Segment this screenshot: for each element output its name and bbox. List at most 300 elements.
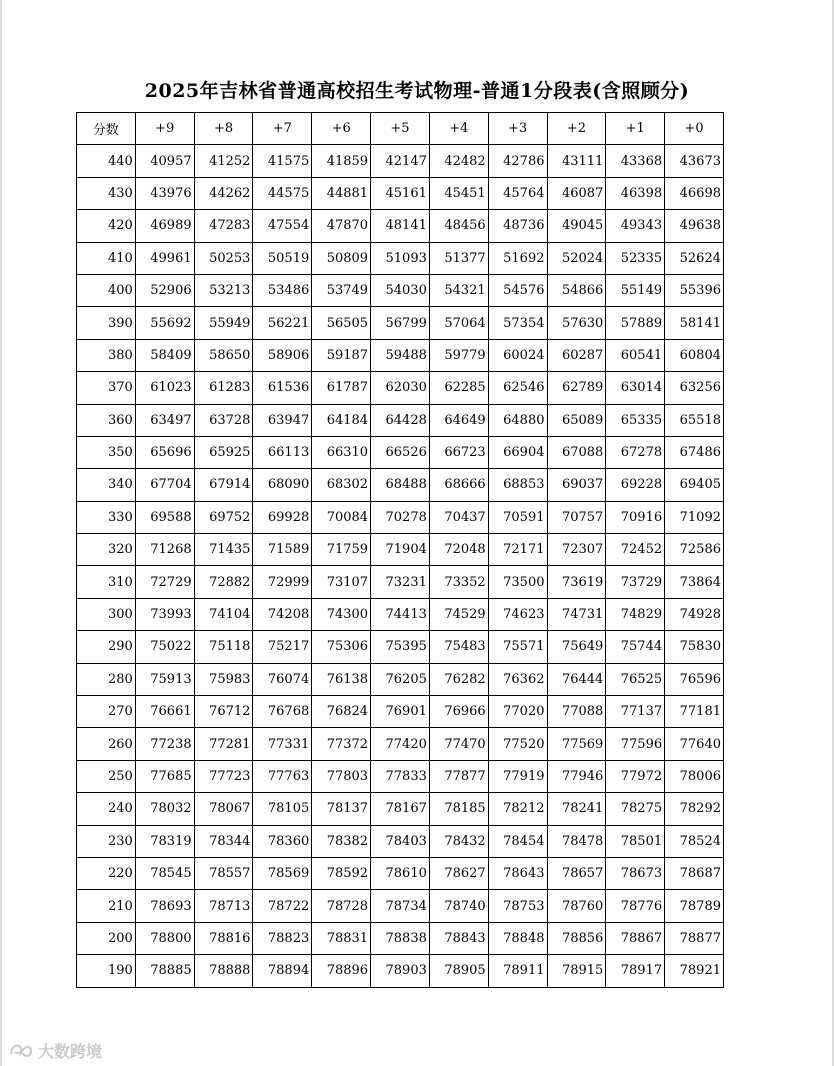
- cumulative-count-cell: 78687: [665, 857, 724, 889]
- cumulative-count-cell: 78673: [606, 857, 665, 889]
- cumulative-count-cell: 69228: [606, 469, 665, 501]
- cumulative-count-cell: 71092: [665, 501, 724, 533]
- cumulative-count-cell: 78915: [547, 955, 606, 987]
- cumulative-count-cell: 69405: [665, 469, 724, 501]
- cumulative-count-cell: 77596: [606, 728, 665, 760]
- cumulative-count-cell: 54321: [429, 274, 488, 306]
- cumulative-count-cell: 77238: [135, 728, 194, 760]
- cumulative-count-cell: 49045: [547, 210, 606, 242]
- cumulative-count-cell: 67486: [665, 436, 724, 468]
- score-cell: 230: [77, 825, 136, 857]
- cumulative-count-cell: 48736: [488, 210, 547, 242]
- cumulative-count-cell: 78501: [606, 825, 665, 857]
- cumulative-count-cell: 75217: [253, 631, 312, 663]
- table-row: [77, 760, 724, 792]
- cumulative-count-cell: 77763: [253, 760, 312, 792]
- cumulative-count-cell: 70916: [606, 501, 665, 533]
- cumulative-count-cell: 63947: [253, 404, 312, 436]
- cumulative-count-cell: 69752: [194, 501, 253, 533]
- cumulative-count-cell: 43111: [547, 145, 606, 177]
- table-row: [77, 566, 724, 598]
- cumulative-count-cell: 76444: [547, 663, 606, 695]
- cumulative-count-cell: 73231: [371, 566, 430, 598]
- cumulative-count-cell: 77877: [429, 760, 488, 792]
- cumulative-count-cell: 56799: [371, 307, 430, 339]
- cumulative-count-cell: 53486: [253, 274, 312, 306]
- cumulative-count-cell: 78592: [312, 857, 371, 889]
- score-cell: 390: [77, 307, 136, 339]
- cumulative-count-cell: 49343: [606, 210, 665, 242]
- cumulative-count-cell: 78275: [606, 793, 665, 825]
- cumulative-count-cell: 58409: [135, 339, 194, 371]
- score-cell: 260: [77, 728, 136, 760]
- score-cell: 250: [77, 760, 136, 792]
- cumulative-count-cell: 44881: [312, 177, 371, 209]
- cumulative-count-cell: 64184: [312, 404, 371, 436]
- cumulative-count-cell: 62030: [371, 372, 430, 404]
- cumulative-count-cell: 55949: [194, 307, 253, 339]
- cumulative-count-cell: 75830: [665, 631, 724, 663]
- cumulative-count-cell: 78838: [371, 922, 430, 954]
- cumulative-count-cell: 69928: [253, 501, 312, 533]
- cumulative-count-cell: 78789: [665, 890, 724, 922]
- cumulative-count-cell: 66904: [488, 436, 547, 468]
- cumulative-count-cell: 78167: [371, 793, 430, 825]
- table-row: [77, 890, 724, 922]
- cumulative-count-cell: 78800: [135, 922, 194, 954]
- column-header-offset: +2: [547, 113, 606, 145]
- cumulative-count-cell: 74731: [547, 598, 606, 630]
- column-header-offset: +0: [665, 113, 724, 145]
- cumulative-count-cell: 57889: [606, 307, 665, 339]
- cumulative-count-cell: 58906: [253, 339, 312, 371]
- table-row: [77, 307, 724, 339]
- cumulative-count-cell: 72171: [488, 534, 547, 566]
- cumulative-count-cell: 78867: [606, 922, 665, 954]
- cumulative-count-cell: 61787: [312, 372, 371, 404]
- cumulative-count-cell: 78823: [253, 922, 312, 954]
- cumulative-count-cell: 78454: [488, 825, 547, 857]
- cumulative-count-cell: 43976: [135, 177, 194, 209]
- cumulative-count-cell: 46989: [135, 210, 194, 242]
- cumulative-count-cell: 76282: [429, 663, 488, 695]
- cumulative-count-cell: 70437: [429, 501, 488, 533]
- cumulative-count-cell: 75913: [135, 663, 194, 695]
- column-header-offset: +9: [135, 113, 194, 145]
- cumulative-count-cell: 74208: [253, 598, 312, 630]
- table-row: [77, 372, 724, 404]
- score-cell: 290: [77, 631, 136, 663]
- cumulative-count-cell: 53749: [312, 274, 371, 306]
- cumulative-count-cell: 54030: [371, 274, 430, 306]
- cumulative-count-cell: 52024: [547, 242, 606, 274]
- cumulative-count-cell: 60024: [488, 339, 547, 371]
- score-cell: 360: [77, 404, 136, 436]
- cumulative-count-cell: 65696: [135, 436, 194, 468]
- cumulative-count-cell: 78292: [665, 793, 724, 825]
- cumulative-count-cell: 57630: [547, 307, 606, 339]
- cumulative-count-cell: 73352: [429, 566, 488, 598]
- cumulative-count-cell: 78643: [488, 857, 547, 889]
- score-cell: 370: [77, 372, 136, 404]
- cumulative-count-cell: 75483: [429, 631, 488, 663]
- cumulative-count-cell: 45764: [488, 177, 547, 209]
- score-distribution-table: [76, 112, 724, 988]
- cumulative-count-cell: 74829: [606, 598, 665, 630]
- cumulative-count-cell: 77372: [312, 728, 371, 760]
- cumulative-count-cell: 60541: [606, 339, 665, 371]
- cumulative-count-cell: 68302: [312, 469, 371, 501]
- cumulative-count-cell: 56221: [253, 307, 312, 339]
- cumulative-count-cell: 78067: [194, 793, 253, 825]
- table-row: [77, 404, 724, 436]
- score-cell: 410: [77, 242, 136, 274]
- cumulative-count-cell: 73107: [312, 566, 371, 598]
- cumulative-count-cell: 78478: [547, 825, 606, 857]
- cumulative-count-cell: 71435: [194, 534, 253, 566]
- cumulative-count-cell: 78921: [665, 955, 724, 987]
- cumulative-count-cell: 62285: [429, 372, 488, 404]
- column-header-score: 分数: [77, 113, 136, 145]
- cumulative-count-cell: 78856: [547, 922, 606, 954]
- cumulative-count-cell: 74928: [665, 598, 724, 630]
- cumulative-count-cell: 74623: [488, 598, 547, 630]
- cumulative-count-cell: 78734: [371, 890, 430, 922]
- cumulative-count-cell: 55396: [665, 274, 724, 306]
- score-cell: 210: [77, 890, 136, 922]
- cumulative-count-cell: 70591: [488, 501, 547, 533]
- brand-logo-icon: [8, 1040, 34, 1060]
- cumulative-count-cell: 77020: [488, 696, 547, 728]
- cumulative-count-cell: 72882: [194, 566, 253, 598]
- cumulative-count-cell: 41859: [312, 145, 371, 177]
- watermark-text: 大数跨境: [38, 1041, 103, 1061]
- column-header-offset: +6: [312, 113, 371, 145]
- cumulative-count-cell: 42482: [429, 145, 488, 177]
- table-row: [77, 598, 724, 630]
- cumulative-count-cell: 77137: [606, 696, 665, 728]
- cumulative-count-cell: 55692: [135, 307, 194, 339]
- cumulative-count-cell: 65089: [547, 404, 606, 436]
- cumulative-count-cell: 45161: [371, 177, 430, 209]
- cumulative-count-cell: 67914: [194, 469, 253, 501]
- cumulative-count-cell: 57354: [488, 307, 547, 339]
- score-cell: 430: [77, 177, 136, 209]
- table-row: [77, 177, 724, 209]
- cumulative-count-cell: 76596: [665, 663, 724, 695]
- cumulative-count-cell: 59488: [371, 339, 430, 371]
- cumulative-count-cell: 78432: [429, 825, 488, 857]
- table-row: [77, 242, 724, 274]
- cumulative-count-cell: 71759: [312, 534, 371, 566]
- table-row: [77, 922, 724, 954]
- cumulative-count-cell: 66310: [312, 436, 371, 468]
- cumulative-count-cell: 65518: [665, 404, 724, 436]
- cumulative-count-cell: 77972: [606, 760, 665, 792]
- cumulative-count-cell: 76661: [135, 696, 194, 728]
- page-edge-left: [0, 0, 2, 1066]
- column-header-offset: +3: [488, 113, 547, 145]
- cumulative-count-cell: 78105: [253, 793, 312, 825]
- cumulative-count-cell: 77520: [488, 728, 547, 760]
- score-cell: 340: [77, 469, 136, 501]
- cumulative-count-cell: 78185: [429, 793, 488, 825]
- cumulative-count-cell: 52335: [606, 242, 665, 274]
- cumulative-count-cell: 64649: [429, 404, 488, 436]
- cumulative-count-cell: 78760: [547, 890, 606, 922]
- cumulative-count-cell: 78877: [665, 922, 724, 954]
- table-body: [77, 145, 724, 987]
- score-cell: 280: [77, 663, 136, 695]
- cumulative-count-cell: 65925: [194, 436, 253, 468]
- cumulative-count-cell: 70278: [371, 501, 430, 533]
- cumulative-count-cell: 47870: [312, 210, 371, 242]
- cumulative-count-cell: 62789: [547, 372, 606, 404]
- cumulative-count-cell: 42786: [488, 145, 547, 177]
- score-cell: 440: [77, 145, 136, 177]
- cumulative-count-cell: 76138: [312, 663, 371, 695]
- cumulative-count-cell: 43673: [665, 145, 724, 177]
- cumulative-count-cell: 77420: [371, 728, 430, 760]
- cumulative-count-cell: 73619: [547, 566, 606, 598]
- cumulative-count-cell: 78843: [429, 922, 488, 954]
- cumulative-count-cell: 75571: [488, 631, 547, 663]
- cumulative-count-cell: 77803: [312, 760, 371, 792]
- table-row: [77, 436, 724, 468]
- cumulative-count-cell: 78610: [371, 857, 430, 889]
- cumulative-count-cell: 73993: [135, 598, 194, 630]
- cumulative-count-cell: 66526: [371, 436, 430, 468]
- cumulative-count-cell: 61023: [135, 372, 194, 404]
- cumulative-count-cell: 42147: [371, 145, 430, 177]
- cumulative-count-cell: 78911: [488, 955, 547, 987]
- cumulative-count-cell: 78524: [665, 825, 724, 857]
- table-row: [77, 631, 724, 663]
- cumulative-count-cell: 65335: [606, 404, 665, 436]
- cumulative-count-cell: 49638: [665, 210, 724, 242]
- cumulative-count-cell: 50809: [312, 242, 371, 274]
- cumulative-count-cell: 76712: [194, 696, 253, 728]
- cumulative-count-cell: 77281: [194, 728, 253, 760]
- cumulative-count-cell: 63497: [135, 404, 194, 436]
- cumulative-count-cell: 46698: [665, 177, 724, 209]
- cumulative-count-cell: 59187: [312, 339, 371, 371]
- cumulative-count-cell: 52624: [665, 242, 724, 274]
- cumulative-count-cell: 71589: [253, 534, 312, 566]
- score-cell: 330: [77, 501, 136, 533]
- score-cell: 240: [77, 793, 136, 825]
- cumulative-count-cell: 74104: [194, 598, 253, 630]
- score-cell: 190: [77, 955, 136, 987]
- cumulative-count-cell: 78557: [194, 857, 253, 889]
- cumulative-count-cell: 76074: [253, 663, 312, 695]
- cumulative-count-cell: 46398: [606, 177, 665, 209]
- cumulative-count-cell: 77331: [253, 728, 312, 760]
- cumulative-count-cell: 72307: [547, 534, 606, 566]
- cumulative-count-cell: 60287: [547, 339, 606, 371]
- cumulative-count-cell: 78888: [194, 955, 253, 987]
- cumulative-count-cell: 68666: [429, 469, 488, 501]
- cumulative-count-cell: 71268: [135, 534, 194, 566]
- cumulative-count-cell: 72452: [606, 534, 665, 566]
- cumulative-count-cell: 64428: [371, 404, 430, 436]
- table-row: [77, 145, 724, 177]
- column-header-offset: +4: [429, 113, 488, 145]
- cumulative-count-cell: 74300: [312, 598, 371, 630]
- cumulative-count-cell: 63256: [665, 372, 724, 404]
- cumulative-count-cell: 69037: [547, 469, 606, 501]
- table-row: [77, 534, 724, 566]
- cumulative-count-cell: 57064: [429, 307, 488, 339]
- cumulative-count-cell: 76362: [488, 663, 547, 695]
- cumulative-count-cell: 51692: [488, 242, 547, 274]
- cumulative-count-cell: 51093: [371, 242, 430, 274]
- cumulative-count-cell: 72048: [429, 534, 488, 566]
- cumulative-count-cell: 78569: [253, 857, 312, 889]
- table-header-row: [77, 113, 724, 145]
- cumulative-count-cell: 76525: [606, 663, 665, 695]
- cumulative-count-cell: 73500: [488, 566, 547, 598]
- column-header-offset: +7: [253, 113, 312, 145]
- cumulative-count-cell: 50253: [194, 242, 253, 274]
- cumulative-count-cell: 78722: [253, 890, 312, 922]
- cumulative-count-cell: 55149: [606, 274, 665, 306]
- cumulative-count-cell: 77088: [547, 696, 606, 728]
- score-cell: 200: [77, 922, 136, 954]
- cumulative-count-cell: 78917: [606, 955, 665, 987]
- cumulative-count-cell: 69588: [135, 501, 194, 533]
- cumulative-count-cell: 75744: [606, 631, 665, 663]
- cumulative-count-cell: 67278: [606, 436, 665, 468]
- table-row: [77, 696, 724, 728]
- cumulative-count-cell: 78032: [135, 793, 194, 825]
- cumulative-count-cell: 75395: [371, 631, 430, 663]
- cumulative-count-cell: 44575: [253, 177, 312, 209]
- cumulative-count-cell: 78776: [606, 890, 665, 922]
- cumulative-count-cell: 43368: [606, 145, 665, 177]
- cumulative-count-cell: 77181: [665, 696, 724, 728]
- cumulative-count-cell: 78657: [547, 857, 606, 889]
- cumulative-count-cell: 78382: [312, 825, 371, 857]
- score-cell: 380: [77, 339, 136, 371]
- cumulative-count-cell: 78241: [547, 793, 606, 825]
- cumulative-count-cell: 71904: [371, 534, 430, 566]
- cumulative-count-cell: 68853: [488, 469, 547, 501]
- page-title: 2025年吉林省普通高校招生考试物理-普通1分段表(含照顾分): [144, 80, 690, 102]
- cumulative-count-cell: 75118: [194, 631, 253, 663]
- score-cell: 310: [77, 566, 136, 598]
- cumulative-count-cell: 72729: [135, 566, 194, 598]
- cumulative-count-cell: 78848: [488, 922, 547, 954]
- cumulative-count-cell: 41575: [253, 145, 312, 177]
- cumulative-count-cell: 68090: [253, 469, 312, 501]
- cumulative-count-cell: 76966: [429, 696, 488, 728]
- cumulative-count-cell: 78896: [312, 955, 371, 987]
- cumulative-count-cell: 78319: [135, 825, 194, 857]
- cumulative-count-cell: 78713: [194, 890, 253, 922]
- cumulative-count-cell: 78885: [135, 955, 194, 987]
- cumulative-count-cell: 40957: [135, 145, 194, 177]
- cumulative-count-cell: 75649: [547, 631, 606, 663]
- table-row: [77, 274, 724, 306]
- cumulative-count-cell: 70757: [547, 501, 606, 533]
- cumulative-count-cell: 74413: [371, 598, 430, 630]
- cumulative-count-cell: 78344: [194, 825, 253, 857]
- cumulative-count-cell: 61536: [253, 372, 312, 404]
- cumulative-count-cell: 78753: [488, 890, 547, 922]
- cumulative-count-cell: 78728: [312, 890, 371, 922]
- cumulative-count-cell: 78627: [429, 857, 488, 889]
- score-cell: 420: [77, 210, 136, 242]
- cumulative-count-cell: 49961: [135, 242, 194, 274]
- cumulative-count-cell: 77685: [135, 760, 194, 792]
- cumulative-count-cell: 67704: [135, 469, 194, 501]
- cumulative-count-cell: 77833: [371, 760, 430, 792]
- cumulative-count-cell: 52906: [135, 274, 194, 306]
- cumulative-count-cell: 77946: [547, 760, 606, 792]
- cumulative-count-cell: 48456: [429, 210, 488, 242]
- cumulative-count-cell: 58141: [665, 307, 724, 339]
- cumulative-count-cell: 47283: [194, 210, 253, 242]
- cumulative-count-cell: 48141: [371, 210, 430, 242]
- cumulative-count-cell: 76901: [371, 696, 430, 728]
- cumulative-count-cell: 73729: [606, 566, 665, 598]
- column-header-offset: +5: [371, 113, 430, 145]
- cumulative-count-cell: 77569: [547, 728, 606, 760]
- cumulative-count-cell: 78831: [312, 922, 371, 954]
- table-row: [77, 728, 724, 760]
- cumulative-count-cell: 77723: [194, 760, 253, 792]
- cumulative-count-cell: 63014: [606, 372, 665, 404]
- table-row: [77, 663, 724, 695]
- cumulative-count-cell: 54866: [547, 274, 606, 306]
- cumulative-count-cell: 56505: [312, 307, 371, 339]
- cumulative-count-cell: 75022: [135, 631, 194, 663]
- cumulative-count-cell: 50519: [253, 242, 312, 274]
- cumulative-count-cell: 78816: [194, 922, 253, 954]
- cumulative-count-cell: 58650: [194, 339, 253, 371]
- cumulative-count-cell: 78693: [135, 890, 194, 922]
- cumulative-count-cell: 72586: [665, 534, 724, 566]
- cumulative-count-cell: 60804: [665, 339, 724, 371]
- cumulative-count-cell: 78137: [312, 793, 371, 825]
- cumulative-count-cell: 41252: [194, 145, 253, 177]
- cumulative-count-cell: 63728: [194, 404, 253, 436]
- score-cell: 220: [77, 857, 136, 889]
- cumulative-count-cell: 78903: [371, 955, 430, 987]
- cumulative-count-cell: 54576: [488, 274, 547, 306]
- table-row: [77, 793, 724, 825]
- score-cell: 300: [77, 598, 136, 630]
- cumulative-count-cell: 78360: [253, 825, 312, 857]
- table-row: [77, 210, 724, 242]
- cumulative-count-cell: 70084: [312, 501, 371, 533]
- cumulative-count-cell: 78905: [429, 955, 488, 987]
- cumulative-count-cell: 77640: [665, 728, 724, 760]
- cumulative-count-cell: 62546: [488, 372, 547, 404]
- score-cell: 270: [77, 696, 136, 728]
- cumulative-count-cell: 59779: [429, 339, 488, 371]
- score-cell: 400: [77, 274, 136, 306]
- cumulative-count-cell: 78212: [488, 793, 547, 825]
- table-row: [77, 469, 724, 501]
- cumulative-count-cell: 78403: [371, 825, 430, 857]
- cumulative-count-cell: 77919: [488, 760, 547, 792]
- cumulative-count-cell: 68488: [371, 469, 430, 501]
- cumulative-count-cell: 77470: [429, 728, 488, 760]
- watermark: [8, 1038, 102, 1062]
- cumulative-count-cell: 67088: [547, 436, 606, 468]
